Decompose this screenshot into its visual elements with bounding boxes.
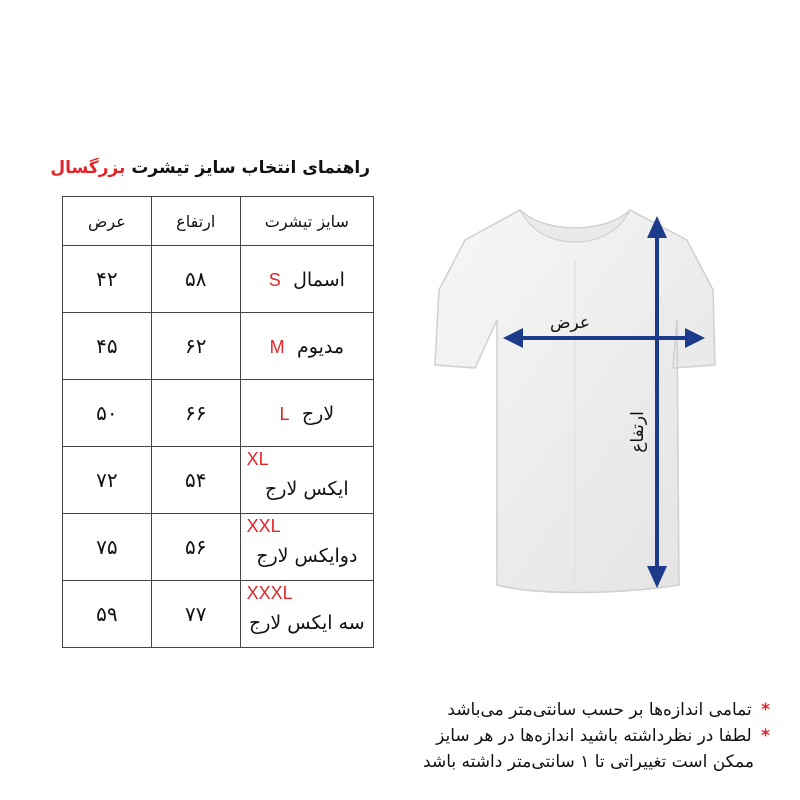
note-1 xyxy=(330,697,770,723)
height-cell: ۶۶ xyxy=(151,380,240,447)
header-height: ارتفاع xyxy=(151,197,240,246)
width-cell: ۴۲ xyxy=(63,246,152,313)
title-accent: بزرگسال xyxy=(50,158,126,178)
note-text: تمامی اندازه‌ها بر حسب سانتی‌متر می‌باشد xyxy=(447,700,752,720)
note-2 xyxy=(330,723,770,749)
table-row xyxy=(63,514,374,581)
notes xyxy=(330,697,770,775)
size-code: XXXL xyxy=(246,583,293,603)
height-cell: ۵۶ xyxy=(151,514,240,581)
width-cell: ۵۹ xyxy=(63,581,152,648)
size-name: لارج xyxy=(301,403,335,425)
width-cell: ۷۵ xyxy=(63,514,152,581)
tshirt-diagram xyxy=(425,200,725,600)
title-main: راهنمای انتخاب سایز تیشرت xyxy=(131,158,370,178)
size-name: ایکس لارج xyxy=(265,478,349,500)
width-cell: ۵۰ xyxy=(63,380,152,447)
size-cell xyxy=(240,246,373,313)
size-code: S xyxy=(268,270,281,290)
height-cell: ۷۷ xyxy=(151,581,240,648)
size-cell xyxy=(240,581,373,648)
height-cell: ۵۴ xyxy=(151,447,240,514)
page-title xyxy=(10,158,370,178)
table-row xyxy=(63,447,374,514)
width-label: عرض xyxy=(549,313,591,333)
size-cell xyxy=(240,447,373,514)
width-cell: ۴۵ xyxy=(63,313,152,380)
size-name: سه ایکس لارج xyxy=(248,612,365,634)
width-cell: ۷۲ xyxy=(63,447,152,514)
size-code: XL xyxy=(246,449,269,469)
height-cell: ۶۲ xyxy=(151,313,240,380)
height-cell: ۵۸ xyxy=(151,246,240,313)
size-name: اسمال xyxy=(293,269,345,291)
header-size: سایز تیشرت xyxy=(240,197,373,246)
size-code: XXL xyxy=(246,516,281,536)
size-cell xyxy=(240,514,373,581)
size-cell xyxy=(240,313,373,380)
table-row xyxy=(63,380,374,447)
table-row xyxy=(63,313,374,380)
header-width: عرض xyxy=(63,197,152,246)
table-header-row xyxy=(63,197,374,246)
note-star: * xyxy=(761,700,770,720)
table-row xyxy=(63,246,374,313)
height-label: ارتفاع xyxy=(628,411,648,453)
note-star: * xyxy=(761,726,770,746)
note-text: لطفا در نظرداشته باشید اندازه‌ها در هر سایز xyxy=(436,726,752,746)
table-row xyxy=(63,581,374,648)
note-text: ممکن است تغییراتی تا ۱ سانتی‌متر داشته باشد xyxy=(423,752,754,772)
size-code: L xyxy=(279,404,290,424)
size-code: M xyxy=(269,337,285,357)
size-table xyxy=(62,196,374,648)
note-2-continued xyxy=(330,749,754,775)
size-name: دوایکس لارج xyxy=(256,545,358,567)
size-cell xyxy=(240,380,373,447)
size-name: مدیوم xyxy=(296,336,345,358)
